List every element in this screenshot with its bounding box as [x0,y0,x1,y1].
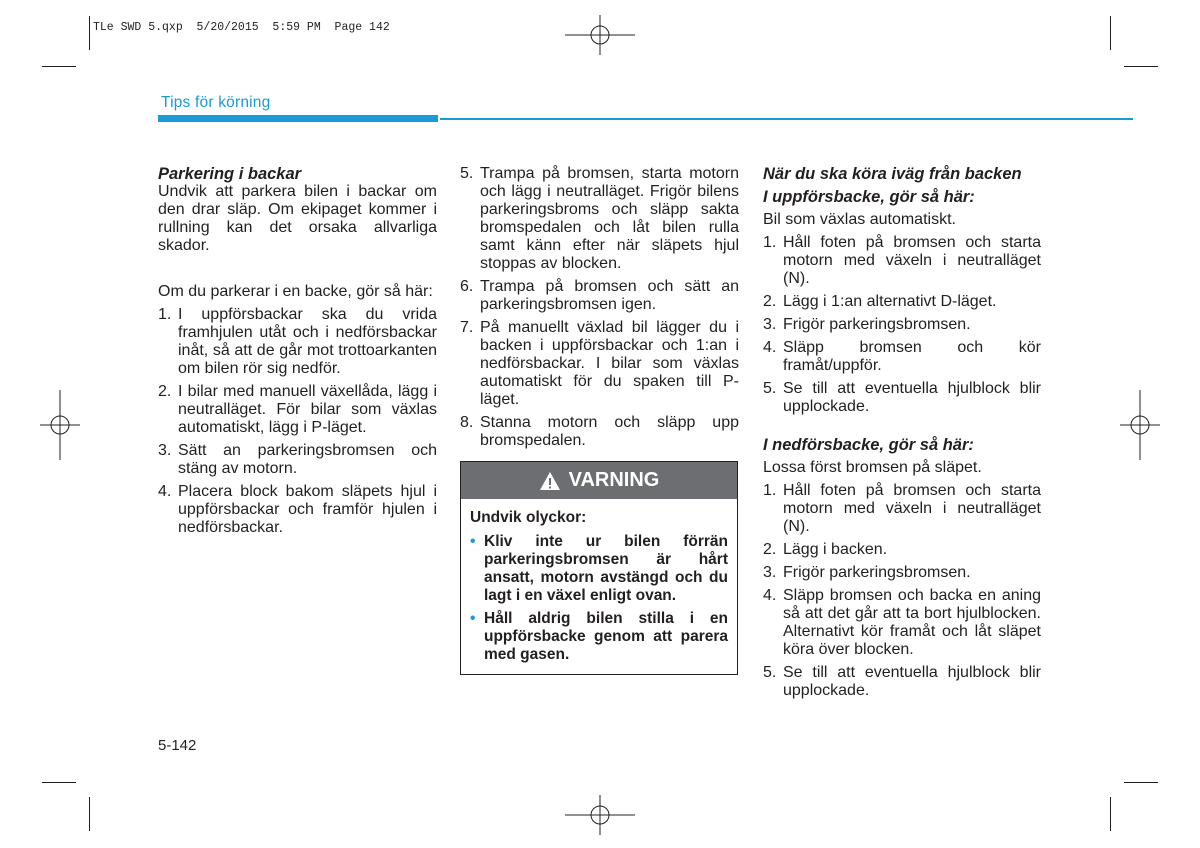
print-slug: TLe SWD 5.qxp 5/20/2015 5:59 PM Page 142 [93,21,390,34]
item-text: Sätt an parkeringsbromsen och stäng av motorn. [178,442,437,477]
bullet-text: Håll aldrig bilen stilla i en uppförsbacke genom att parera med gasen. [484,610,728,663]
list-item [460,278,739,314]
bullet-icon: • [470,610,476,627]
bullet-text: Kliv inte ur bilen förrän parkeringsbromsen är hårt ansatt, motorn avstängd och du lagt i en växel enligt ovan. [484,533,728,604]
list-item [460,319,739,409]
steps-list [158,306,437,537]
item-text: Stanna motorn och släpp upp bromspedalen. [480,414,739,449]
warning-title: VARNING [568,469,660,491]
list-item [763,293,1041,311]
warning-bullet [470,610,728,664]
paragraph: Undvik att parkera bilen i backar om den drar släp. Om ekipaget kommer i rullning kan det orsaka allvarliga skador. [158,183,437,254]
list-item [763,380,1041,416]
list-item [763,316,1041,334]
item-number: 4. [763,339,777,356]
item-text: Frigör parkeringsbromsen. [783,564,971,581]
list-item [158,483,437,537]
warning-box [460,461,738,675]
registration-mark-icon [565,15,635,55]
item-number: 1. [158,306,172,323]
item-text: Frigör parkeringsbromsen. [783,316,971,333]
warning-triangle-icon [539,471,561,491]
list-item [158,383,437,437]
item-number: 8. [460,414,474,431]
subheading: I nedförsbacke, gör så här: [763,436,974,454]
bullet-icon: • [470,533,476,550]
item-text: Trampa på bromsen, starta motorn och lägg i neutralläget. Frigör bilens parkeringsbroms och släpp sakta bromspedalen och låt bilen rulla samt känn efter när släpets hjul stoppas av blocken. [480,165,739,272]
list-item [460,414,739,450]
item-number: 2. [158,383,172,400]
item-number: 1. [763,234,777,251]
column-3 [763,165,1041,705]
item-number: 3. [763,564,777,581]
column-heading: När du ska köra iväg från backen [763,165,1022,183]
item-text: Håll foten på bromsen och starta motorn med växeln i neutralläget (N). [783,482,1041,535]
page-number: 5-142 [158,737,197,754]
item-text: Håll foten på bromsen och starta motorn med växeln i neutralläget (N). [783,234,1041,287]
registration-mark-icon [1120,390,1160,460]
paragraph: Om du parkerar i en backe, gör så här: [158,283,433,300]
list-item [763,564,1041,582]
list-item [158,306,437,378]
registration-mark-icon [40,390,80,460]
item-number: 2. [763,541,777,558]
section-title: Tips för körning [161,94,271,111]
item-number: 4. [763,587,777,604]
list-item [460,165,739,273]
column-2 [460,165,739,455]
item-number: 2. [763,293,777,310]
list-item [158,442,437,478]
warning-header [461,462,737,499]
item-number: 5. [763,380,777,397]
item-number: 4. [158,483,172,500]
item-text: Trampa på bromsen och sätt an parkeringsbromsen igen. [480,278,739,313]
item-text: Släpp bromsen och backa en aning så att det går att ta bort hjulblocken. Alternativt kör framåt och låt släpet köra över blocken. [783,587,1041,658]
intro-text: Lossa först bromsen på släpet. [763,459,982,476]
item-text: Se till att eventuella hjulblock blir upplockade. [783,380,1041,415]
header-rule [440,118,1133,120]
list-item [763,234,1041,288]
warning-bullet [470,533,728,605]
item-number: 1. [763,482,777,499]
warning-lead: Undvik olyckor: [470,509,587,526]
item-text: Placera block bakom släpets hjul i uppförsbackar och framför hjulen i nedförsbackar. [178,483,437,536]
item-number: 6. [460,278,474,295]
item-text: I uppförsbackar ska du vrida framhjulen utåt och i nedförsbackar inåt, så att de går mot trottoarkanten om bilen rör sig nedför. [178,306,437,377]
item-text: I bilar med manuell växellåda, lägg i neutralläget. För bilar som växlas automatiskt, lägg i P-läget. [178,383,437,436]
item-number: 3. [158,442,172,459]
item-text: Lägg i backen. [783,541,888,558]
item-text: Lägg i 1:an alternativt D-läget. [783,293,997,310]
item-number: 5. [763,664,777,681]
steps-list [460,165,739,450]
list-item [763,587,1041,659]
subheading: I uppförsbacke, gör så här: [763,188,975,206]
registration-mark-icon [565,795,635,835]
item-text: Släpp bromsen och kör framåt/uppför. [783,339,1041,374]
header-bar [158,115,438,122]
intro-text: Bil som växlas automatiskt. [763,211,956,228]
list-item [763,664,1041,700]
steps-list [763,234,1041,416]
list-item [763,541,1041,559]
item-number: 7. [460,319,474,336]
column-heading: Parkering i backar [158,165,302,183]
steps-list [763,482,1041,700]
list-item [763,339,1041,375]
list-item [763,482,1041,536]
item-text: På manuellt växlad bil lägger du i backen i uppförsbackar och 1:an i nedförsbackar. I bilar som växlas automatiskt för du spaken till P-läget. [480,319,739,408]
warning-body [461,499,737,664]
item-text: Se till att eventuella hjulblock blir upplockade. [783,664,1041,699]
column-1 [158,165,437,542]
item-number: 5. [460,165,474,182]
item-number: 3. [763,316,777,333]
